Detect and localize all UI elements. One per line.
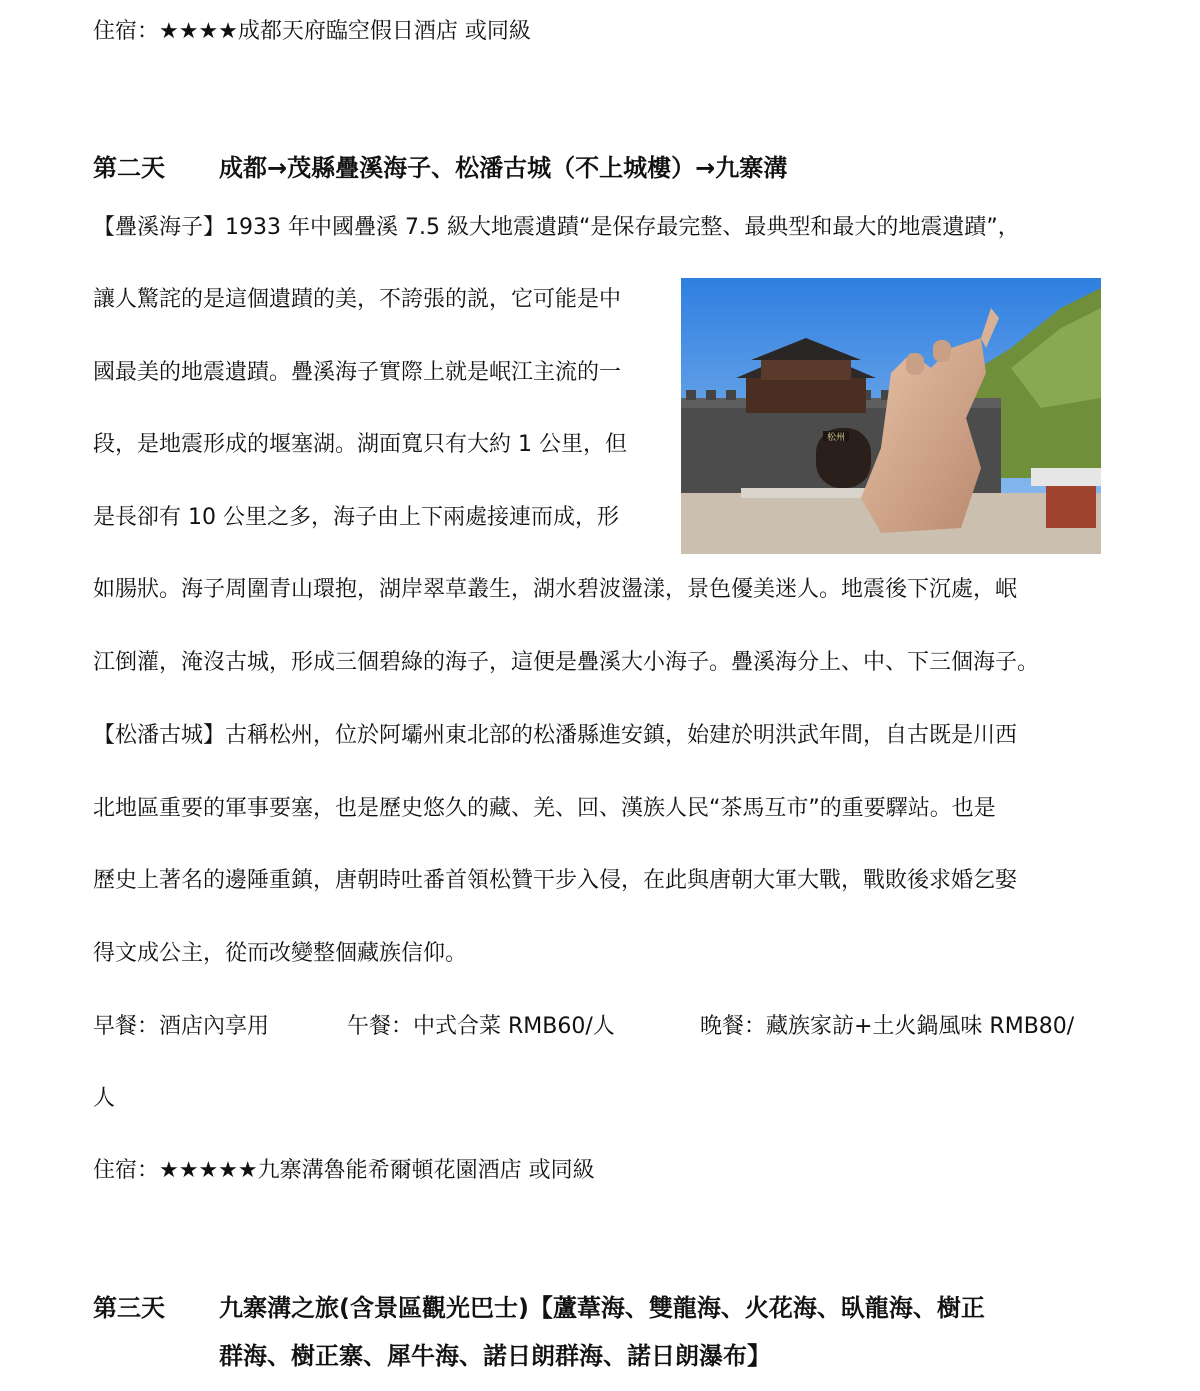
diexi-line-3: 國最美的地震遺蹟。疊溪海子實際上就是岷江主流的一 bbox=[93, 360, 622, 385]
day1-lodging: 住宿：★★★★成都天府臨空假日酒店 或同級 bbox=[93, 19, 531, 44]
day2-breakfast: 早餐：酒店內享用 bbox=[93, 1014, 270, 1039]
day2-dinner-continued: 人 bbox=[93, 1086, 116, 1111]
diexi-line-2: 讓人驚詫的是這個遺蹟的美，不誇張的説，它可能是中 bbox=[93, 287, 622, 312]
diexi-line-6: 如腸狀。海子周圍青山環抱，湖岸翠草叢生，湖水碧波盪漾，景色優美迷人。地震後下沉處，岷 bbox=[93, 577, 1018, 602]
songpan-city-photo bbox=[681, 278, 1101, 554]
songpan-line-2: 北地區重要的軍事要塞，也是歷史悠久的藏、羌、回、漢族人民“茶馬互市”的重要驛站。也是 bbox=[93, 796, 996, 821]
diexi-line-5: 是長卻有 10 公里之多，海子由上下兩處接連而成，形 bbox=[93, 505, 619, 530]
day3-label: 第三天 bbox=[93, 1294, 165, 1322]
diexi-line-4: 段，是地震形成的堰塞湖。湖面寬只有大約 1 公里，但 bbox=[93, 432, 627, 457]
diexi-line-7: 江倒灌，淹沒古城，形成三個碧綠的海子，這便是疊溪大小海子。疊溪海分上、中、下三個海子。 bbox=[93, 650, 1040, 675]
day2-label: 第二天 bbox=[93, 154, 165, 182]
diexi-intro-line: 【疊溪海子】1933 年中國疊溪 7.5 級大地震遺蹟“是保存最完整、最典型和最大的地震遺蹟”， bbox=[93, 215, 1020, 240]
day2-route: 成都→茂縣疊溪海子、松潘古城（不上城樓）→九寨溝 bbox=[219, 154, 788, 182]
day2-lunch: 午餐：中式合菜 RMB60/人 bbox=[347, 1014, 615, 1039]
day3-title-line1: 九寨溝之旅(含景區觀光巴士)【蘆葦海、雙龍海、火花海、臥龍海、樹正 bbox=[219, 1294, 985, 1322]
day2-lodging: 住宿：★★★★★九寨溝魯能希爾頓花園酒店 或同級 bbox=[93, 1158, 595, 1183]
day3-title-line2: 群海、樹正寨、犀牛海、諾日朗群海、諾日朗瀑布】 bbox=[219, 1342, 771, 1370]
songpan-line-4: 得文成公主，從而改變整個藏族信仰。 bbox=[93, 941, 468, 966]
songpan-line-3: 歷史上著名的邊陲重鎮，唐朝時吐番首領松贊干步入侵，在此與唐朝大軍大戰，戰敗後求婚乞娶 bbox=[93, 868, 1018, 893]
songpan-line-1: 【松潘古城】古稱松州，位於阿壩州東北部的松潘縣進安鎮，始建於明洪武年間，自古既是川西 bbox=[93, 723, 1018, 748]
day2-dinner: 晚餐：藏族家訪+土火鍋風味 RMB80/ bbox=[700, 1014, 1075, 1039]
gate-sign-text: 松州 bbox=[826, 433, 846, 443]
